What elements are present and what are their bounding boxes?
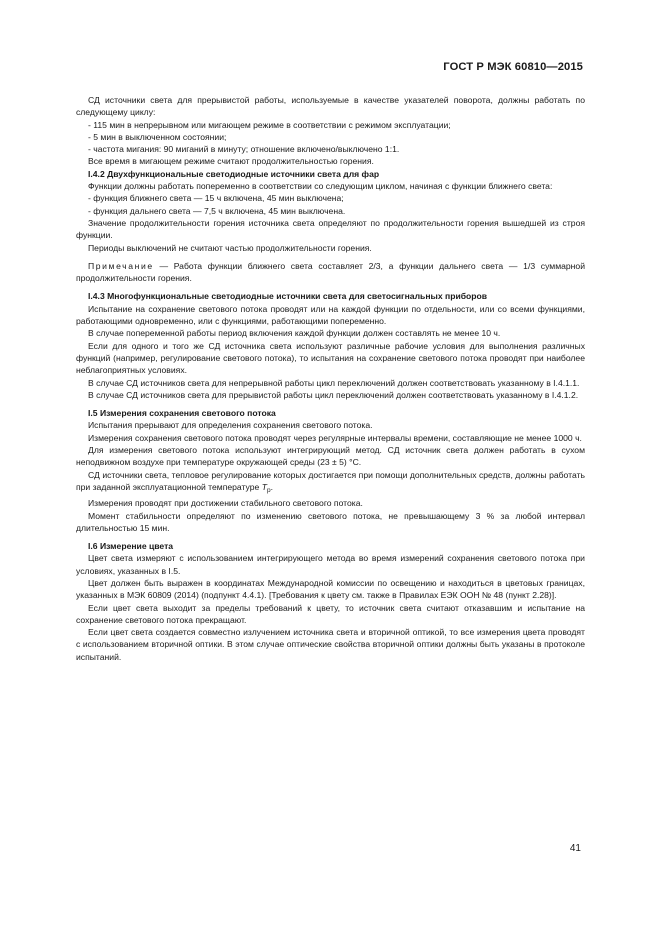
paragraph: Цвет света измеряют с использованием интегрирующего метода во время измерений сохранения светового потока при условиях, указанных в I.5. (76, 553, 585, 576)
note-label: Примечание (88, 260, 154, 271)
section-title-i42: I.4.2 Двухфункциональные светодиодные источники света для фар (88, 168, 380, 179)
section-title-i6: I.6 Измерение цвета (88, 541, 174, 552)
paragraph: В случае СД источников света для прерывистой работы цикл переключений должен соответствовать указанному в I.4.1.2. (88, 389, 579, 400)
document-body (76, 94, 585, 663)
paragraph (76, 469, 585, 498)
paragraph: Испытание на сохранение светового потока проводят или на каждой функции по отдельности, или со всеми функциями, работающими одновременно, или с функциями, работающими попеременно. (76, 303, 585, 327)
temperature-symbol: T (261, 481, 267, 492)
paragraph-end: . (270, 481, 273, 492)
paragraph-text: СД источники света, тепловое регулирование которых достигается при помощи дополнительных средств, должны работать при заданной эксплуатационной температуре (76, 469, 585, 492)
page-number: 41 (569, 843, 581, 854)
paragraph: Момент стабильности определяют по изменению светового потока, не превышающему 3 % за любой интервал длительностью 15 мин. (76, 510, 585, 533)
list-item: - 5 мин в выключенном состоянии; (88, 131, 227, 142)
paragraph: Цвет должен быть выражен в координатах Международной комиссии по освещению и находиться в цветовых границах, указанных в МЭК 60809 (2014) (подпункт 4.4.1). [Требования к цвету см. также в Правилах ЕЭК ООН № 48 (пункт 2.28)]. (76, 577, 585, 601)
paragraph: Функции должны работать попеременно в соответствии со следующим циклом, начиная с функции ближнего света: (88, 181, 553, 192)
note-text: — Работа функции ближнего света составляет 2/3, а функции дальнего света — 1/3 суммарной продолжительности горения. (76, 260, 585, 284)
section-title-i5: I.5 Измерения сохранения светового потока (88, 408, 276, 419)
paragraph: Измерения сохранения светового потока проводят через регулярные интервалы времени, составляющие не менее 1000 ч. (88, 432, 582, 443)
list-item: - функция дальнего света — 7,5 ч включена, 45 мин выключена. (88, 205, 346, 216)
paragraph: Для измерения светового потока используют интегрирующий метод. СД источник света должен работать в сухом неподвижном воздухе при температуре окружающей среды (23 ± 5) °С. (76, 445, 585, 468)
paragraph: Все время в мигающем режиме считают продолжительностью горения. (88, 156, 374, 167)
paragraph: Периоды выключений не считают частью продолжительности горения. (88, 242, 372, 253)
paragraph: В случае СД источников света для непрерывной работы цикл переключений должен соответствовать указанному в I.4.1.1. (88, 377, 580, 388)
list-item: - частота мигания: 90 миганий в минуту; отношение включено/выключено 1:1. (88, 144, 400, 155)
note (76, 260, 585, 285)
paragraph: СД источники света для прерывистой работы, используемые в качестве указателей поворота, должны работать по следующему циклу: (76, 95, 585, 118)
list-item: - 115 мин в непрерывном или мигающем режиме в соответствии с режимом эксплуатации; (88, 119, 451, 130)
paragraph: Измерения проводят при достижении стабильного светового потока. (88, 498, 363, 509)
paragraph: В случае попеременной работы период включения каждой функции должен составлять не менее 10 ч. (88, 328, 501, 339)
paragraph: Испытания прерывают для определения сохранения светового потока. (88, 420, 373, 431)
paragraph: Значение продолжительности горения источника света определяют по продолжительности горения вышедшей из строя функции. (76, 217, 585, 241)
paragraph: Если для одного и того же СД источника света используют различные рабочие условия для выполнения различных функций (например, регулирование светового потока), то испытания на сохранение светового потока проводят при наиболее неблагоприятных условиях. (76, 340, 585, 376)
temperature-subscript: p (266, 486, 271, 494)
list-item: - функция ближнего света — 15 ч включена, 45 мин выключена; (88, 193, 344, 204)
document-header: ГОСТ Р МЭК 60810—2015 (443, 61, 583, 73)
section-title-i43: I.4.3 Многофункциональные светодиодные источники света для светосигнальных приборов (88, 291, 488, 302)
paragraph: Если цвет света создается совместно излучением источника света и вторичной оптикой, то все измерения цвета проводят с использованием вторичной оптики. В этом случае оптические свойства вторичной оптики должны быть указаны в протоколе испытаний. (76, 627, 585, 662)
paragraph: Если цвет света выходит за пределы требований к цвету, то источник света считают отказавшим и испытание на сохранение светового потока прекращают. (76, 602, 585, 625)
